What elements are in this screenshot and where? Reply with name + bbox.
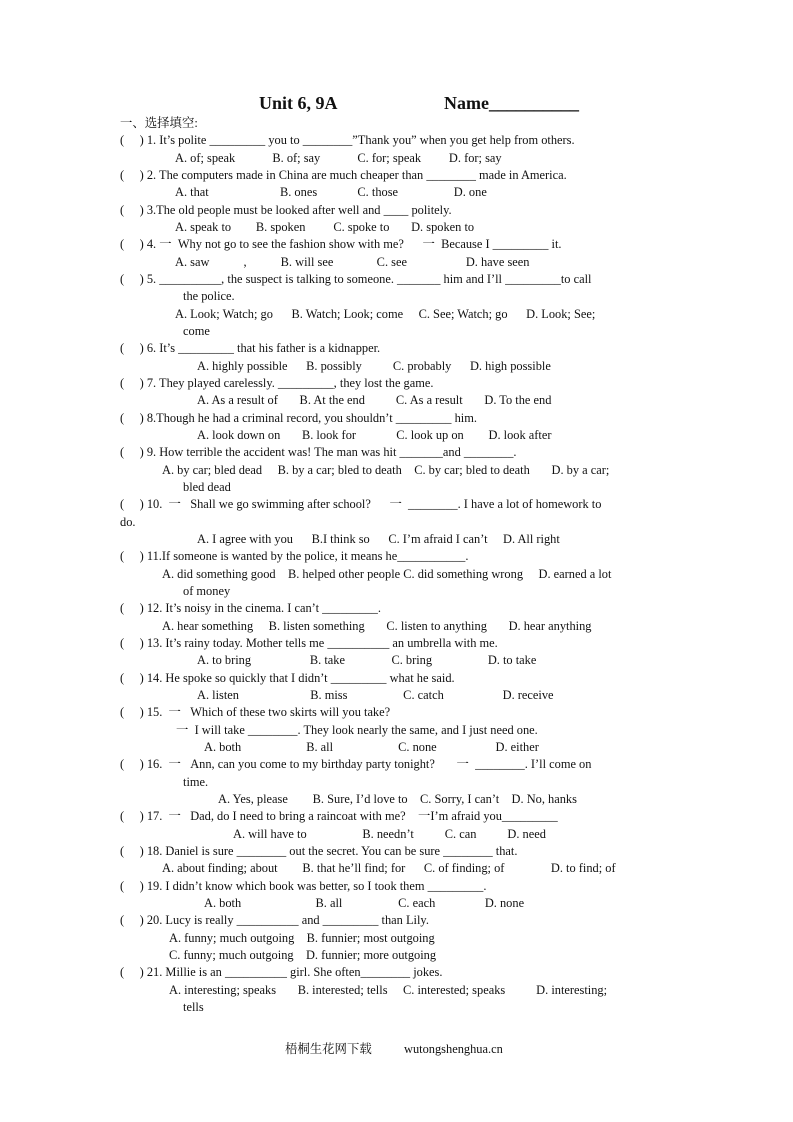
question-5-options-cont: come (183, 324, 210, 338)
question-9-options-cont: bled dead (183, 480, 231, 494)
question-19-options: A. both B. all C. each D. none (204, 896, 525, 910)
question-7-options: A. As a result of B. At the end C. As a result D. To the end (197, 393, 552, 407)
question-3-stem: ( ) 3.The old people must be looked after well and ____ politely. (120, 203, 452, 217)
question-1-options: A. of; speak B. of; say C. for; speak D. for; say (175, 151, 502, 165)
question-12-options: A. hear something B. listen something C. listen to anything D. hear anything (162, 619, 592, 633)
name-field-label: Name__________ (444, 93, 579, 113)
question-4-options: A. saw , B. will see C. see D. have seen (175, 255, 530, 269)
question-10-options: A. I agree with you B.I think so C. I’m afraid I can’t D. All right (197, 532, 560, 546)
question-6-stem: ( ) 6. It’s _________ that his father is a kidnapper. (120, 341, 381, 355)
question-9-options: A. by car; bled dead B. by a car; bled to death C. by car; bled to death D. by a car; (162, 463, 610, 477)
question-8-options: A. look down on B. look for C. look up on D. look after (197, 428, 552, 442)
question-20-options: A. funny; much outgoing B. funnier; most outgoing (169, 931, 435, 945)
section-title: 一、选择填空: (120, 116, 198, 130)
question-11-options-cont: of money (183, 584, 231, 598)
question-5-stem: ( ) 5. __________, the suspect is talking to someone. _______ him and I’ll _________to call (120, 272, 592, 286)
question-21-options: A. interesting; speaks B. interested; tells C. interested; speaks D. interesting; (169, 983, 608, 997)
question-20-stem: ( ) 20. Lucy is really __________ and _________ than Lily. (120, 913, 429, 927)
question-2-stem: ( ) 2. The computers made in China are much cheaper than ________ made in America. (120, 168, 567, 182)
question-10-stem-cont: do. (120, 515, 136, 529)
question-13-options: A. to bring B. take C. bring D. to take (197, 653, 537, 667)
question-16-stem-cont: time. (183, 775, 209, 789)
question-15-stem-cont: 一 I will take ________. They look nearly the same, and I just need one. (176, 723, 538, 737)
question-14-options: A. listen B. miss C. catch D. receive (197, 688, 554, 702)
footer-site: wutongshenghua.cn (404, 1042, 503, 1056)
question-9-stem: ( ) 9. How terrible the accident was! The man was hit _______and ________. (120, 445, 517, 459)
question-6-options: A. highly possible B. possibly C. probably D. high possible (197, 359, 551, 373)
question-19-stem: ( ) 19. I didn’t know which book was better, so I took them _________. (120, 879, 487, 893)
question-14-stem: ( ) 14. He spoke so quickly that I didn’t _________ what he said. (120, 671, 455, 685)
footer-source: 梧桐生花网下载 (285, 1042, 372, 1056)
question-4-stem: ( ) 4. 一 Why not go to see the fashion show with me? 一 Because I _________ it. (120, 237, 562, 251)
question-5-options: A. Look; Watch; go B. Watch; Look; come C. See; Watch; go D. Look; See; (175, 307, 596, 321)
question-18-options: A. about finding; about B. that he’ll find; for C. of finding; of D. to find; of (162, 861, 616, 875)
question-5-stem-cont: the police. (183, 289, 235, 303)
question-21-options-cont: tells (183, 1000, 204, 1014)
question-21-stem: ( ) 21. Millie is an __________ girl. She often________ jokes. (120, 965, 443, 979)
question-15-stem: ( ) 15. 一 Which of these two skirts will you take? (120, 705, 391, 719)
question-17-stem: ( ) 17. 一 Dad, do I need to bring a raincoat with me? 一I’m afraid you_________ (120, 809, 558, 823)
question-8-stem: ( ) 8.Though he had a criminal record, you shouldn’t _________ him. (120, 411, 477, 425)
question-12-stem: ( ) 12. It’s noisy in the cinema. I can’t _________. (120, 601, 381, 615)
question-11-options: A. did something good B. helped other people C. did something wrong D. earned a lot (162, 567, 612, 581)
question-11-stem: ( ) 11.If someone is wanted by the police, it means he___________. (120, 549, 469, 563)
question-13-stem: ( ) 13. It’s rainy today. Mother tells me __________ an umbrella with me. (120, 636, 498, 650)
question-16-stem: ( ) 16. 一 Ann, can you come to my birthday party tonight? 一 ________. I’ll come on (120, 757, 592, 771)
question-1-stem: ( ) 1. It’s polite _________ you to ________”Thank you” when you get help from others. (120, 133, 575, 147)
question-3-options: A. speak to B. spoken C. spoke to D. spoken to (175, 220, 475, 234)
question-18-stem: ( ) 18. Daniel is sure ________ out the secret. You can be sure ________ that. (120, 844, 518, 858)
question-7-stem: ( ) 7. They played carelessly. _________, they lost the game. (120, 376, 434, 390)
question-20-options-2: C. funny; much outgoing D. funnier; more outgoing (169, 948, 437, 962)
question-16-options: A. Yes, please B. Sure, I’d love to C. Sorry, I can’t D. No, hanks (218, 792, 577, 806)
question-10-stem: ( ) 10. 一 Shall we go swimming after school? 一 ________. I have a lot of homework to (120, 497, 602, 511)
question-17-options: A. will have to B. needn’t C. can D. need (233, 827, 546, 841)
question-2-options: A. that B. ones C. those D. one (175, 185, 487, 199)
question-15-options: A. both B. all C. none D. either (204, 740, 539, 754)
unit-title: Unit 6, 9A (259, 93, 338, 113)
